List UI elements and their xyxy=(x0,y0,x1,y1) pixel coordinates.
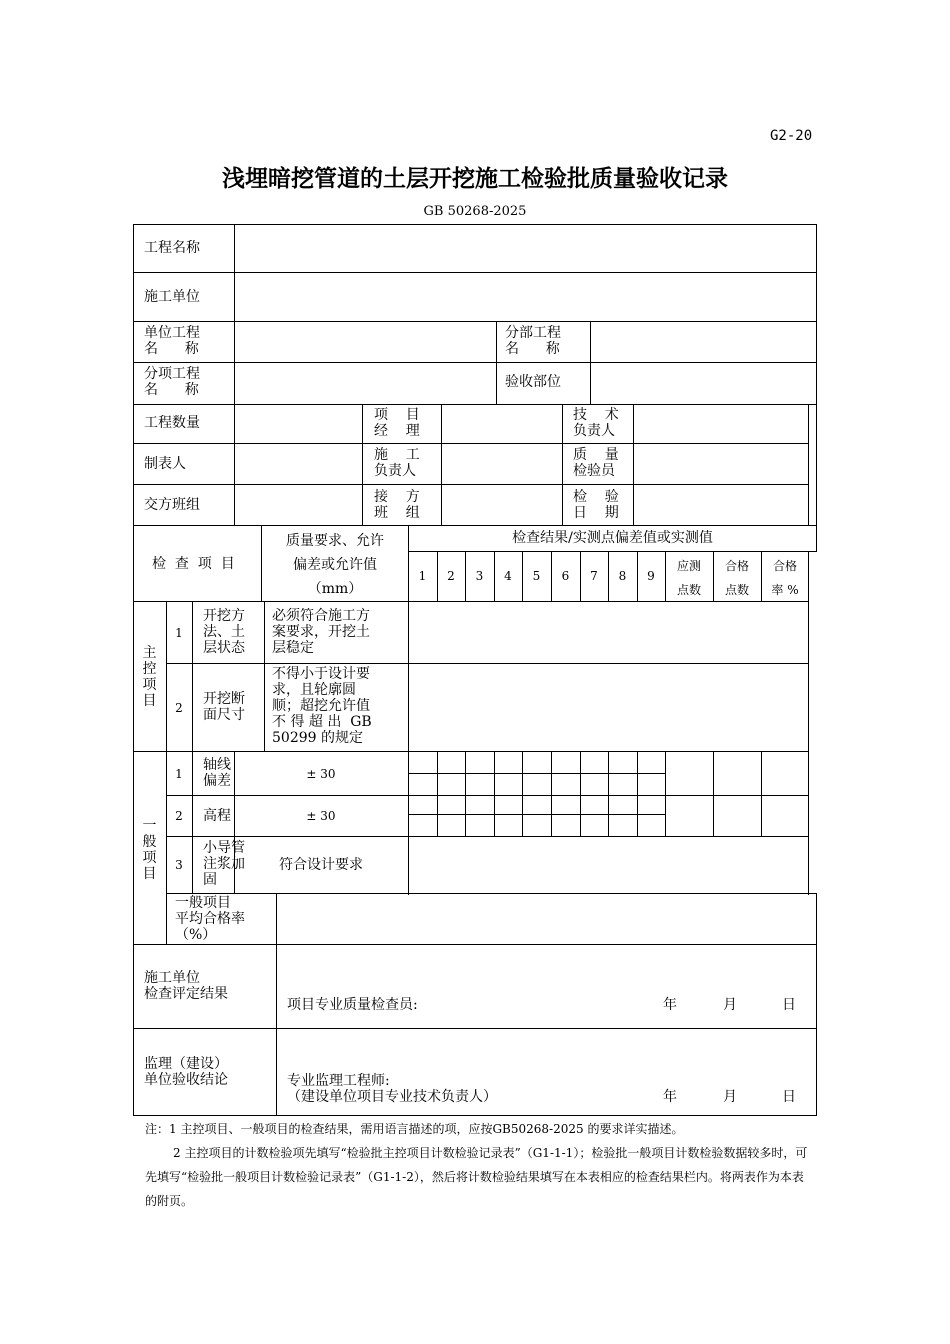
unit-project-name-label: 单位工程 名 称 xyxy=(144,325,200,357)
check-items-header: 检 查 项 目 xyxy=(152,556,235,572)
item-number: 2 xyxy=(175,809,183,823)
inspection-date-label: 检 验 日 期 xyxy=(573,489,619,521)
standard-number: GB 50268-2025 xyxy=(423,204,527,219)
year-label: 年 xyxy=(663,997,677,1013)
item-number: 2 xyxy=(175,701,183,715)
point-number: 3 xyxy=(475,569,484,583)
quality-inspector-label: 质 量 检验员 xyxy=(573,447,619,479)
month-label: 月 xyxy=(723,997,737,1013)
supervision-engineer-signature: 专业监理工程师: （建设单位项目专业技术负责人） xyxy=(287,1073,497,1105)
point-number: 7 xyxy=(590,569,598,583)
receiver-team-label: 接 方 班 组 xyxy=(374,489,420,521)
handover-team-label: 交方班组 xyxy=(144,497,200,513)
subitem-project-name-label: 分项工程 名 称 xyxy=(144,366,200,398)
item-requirement: ± 30 xyxy=(306,809,336,823)
division-project-name-label: 分部工程 名 称 xyxy=(505,325,561,357)
year-label: 年 xyxy=(663,1089,677,1105)
item-number: 3 xyxy=(175,858,183,872)
point-number: 4 xyxy=(504,569,512,583)
point-number: 1 xyxy=(418,569,427,583)
item-name: 高程 xyxy=(203,808,231,824)
construction-lead-label: 施 工 负责人 xyxy=(374,447,420,479)
project-name-label: 工程名称 xyxy=(144,240,200,256)
item-requirement: ± 30 xyxy=(306,767,336,781)
item-name: 小导管 注浆加 固 xyxy=(203,840,245,888)
tech-lead-label: 技 术 负责人 xyxy=(573,407,619,439)
project-manager-label: 项 目 经 理 xyxy=(374,407,420,439)
point-number: 2 xyxy=(447,569,455,583)
pass-points-header: 合格 点数 xyxy=(724,559,749,597)
should-points-header: 应测 点数 xyxy=(676,559,701,597)
day-label: 日 xyxy=(782,1089,796,1105)
main-items-group-label: 主 控 项 目 xyxy=(142,645,157,709)
acceptance-part-label: 验收部位 xyxy=(505,374,561,390)
item-name: 开挖断 面尺寸 xyxy=(203,691,245,723)
item-requirement: 符合设计要求 xyxy=(279,857,363,873)
form-code: G2-20 xyxy=(770,128,813,144)
point-number: 6 xyxy=(561,569,570,583)
item-requirement: 不得小于设计要 求，且轮廓圆 顺；超挖允许值 不 得 超 出 GB 50299 的规定 xyxy=(272,666,372,746)
item-number: 1 xyxy=(175,626,183,640)
point-number: 8 xyxy=(618,569,627,583)
note-2: 2 主控项目的计数检验项先填写“检验批主控项目计数检验记录表”（G1-1-1）；检验批一般项目计数检验数据较多时，可先填写“检验批一般项目计数检验记录表”（G1-1-2），然后将计数检验结果填写在本表相应的检查结果栏内。将两表作为本表的附页。 xyxy=(145,1146,808,1208)
pass-rate-header: 合格 率 % xyxy=(771,559,799,597)
avg-pass-rate-label: 一般项目 平均合格率 （%） xyxy=(175,895,245,943)
item-name: 开挖方 法、土 层状态 xyxy=(203,608,245,656)
construction-unit-label: 施工单位 xyxy=(144,289,200,305)
page-title: 浅埋暗挖管道的土层开挖施工检验批质量验收记录 xyxy=(222,166,728,192)
quality-req-header: 质量要求、允许 偏差或允许值 （mm） xyxy=(286,533,384,597)
preparer-label: 制表人 xyxy=(144,456,186,472)
month-label: 月 xyxy=(723,1089,737,1105)
supervision-eval-label: 监理（建设） 单位验收结论 xyxy=(144,1056,228,1088)
construction-eval-label: 施工单位 检查评定结果 xyxy=(144,970,228,1002)
item-number: 1 xyxy=(175,767,183,781)
point-number: 9 xyxy=(647,569,655,583)
quantity-label: 工程数量 xyxy=(144,415,200,431)
item-requirement: 必须符合施工方 案要求，开挖土 层稳定 xyxy=(272,608,370,656)
general-items-group-label: 一 般 项 目 xyxy=(142,818,157,882)
note-1: 注：1 主控项目、一般项目的检查结果，需用语言描述的项，应按GB50268-2025 的要求详实描述。 xyxy=(145,1122,684,1136)
point-number: 5 xyxy=(532,569,541,583)
results-header: 检查结果/实测点偏差值或实测值 xyxy=(512,530,713,546)
item-name: 轴线 偏差 xyxy=(203,757,231,789)
quality-inspector-signature: 项目专业质量检查员: xyxy=(287,997,418,1013)
day-label: 日 xyxy=(782,997,796,1013)
